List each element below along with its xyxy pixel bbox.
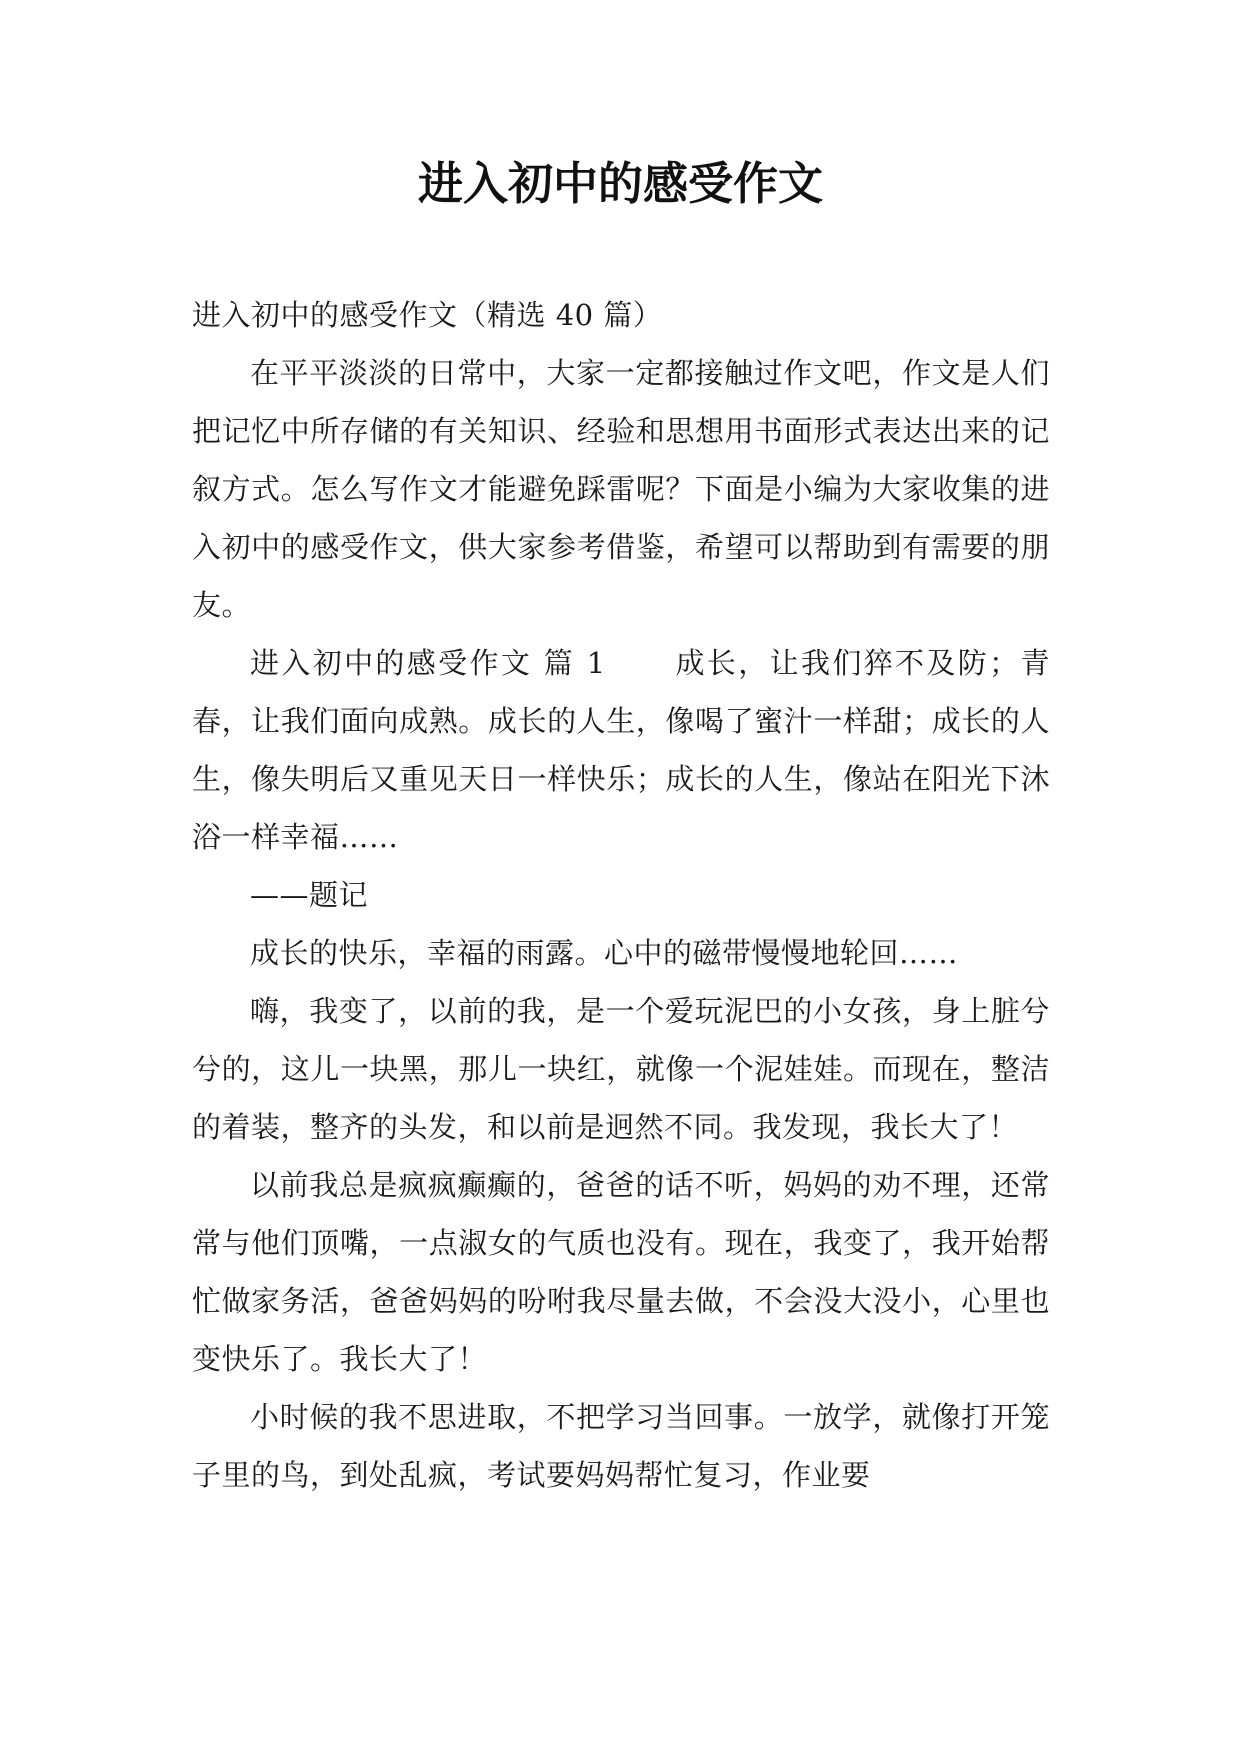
intro-paragraph: 在平平淡淡的日常中，大家一定都接触过作文吧，作文是人们把记忆中所存储的有关知识、经验和思想用书面形式表达出来的记叙方式。怎么写作文才能避免踩雷呢？下面是小编为大家收集的进入初中的感受作文，供大家参考借鉴，希望可以帮助到有需要的朋友。: [192, 356, 1050, 622]
epigraph: ——题记: [250, 878, 369, 912]
essay-1-paragraph: 小时候的我不思进取，不把学习当回事。一放学，就像打开笼子里的鸟，到处乱疯，考试要妈妈帮忙复习，作业要: [192, 1400, 1050, 1492]
document-subtitle: 进入初中的感受作文（精选 40 篇）: [192, 298, 663, 332]
document-title: 进入初中的感受作文: [417, 157, 823, 210]
essay-1-paragraph: 成长的快乐，幸福的雨露。心中的磁带慢慢地轮回……: [250, 936, 959, 970]
essay-1-paragraph: 嗨，我变了，以前的我，是一个爱玩泥巴的小女孩，身上脏兮兮的，这儿一块黑，那儿一块红，就像一个泥娃娃。而现在，整洁的着装，整齐的头发，和以前是迥然不同。我发现，我长大了！: [192, 994, 1050, 1144]
essay-1-paragraph: 以前我总是疯疯癫癫的，爸爸的话不听，妈妈的劝不理，还常常与他们顶嘴，一点淑女的气质也没有。现在，我变了，我开始帮忙做家务活，爸爸妈妈的吩咐我尽量去做，不会没大没小，心里也变快乐了。我长大了！: [192, 1168, 1050, 1376]
document-body: [192, 286, 1050, 1504]
essay-1-opening-paragraph: [192, 634, 1050, 866]
essay-1-heading: 进入初中的感受作文 篇 1: [250, 646, 606, 680]
essay-1-opening: 成长，让我们猝不及防；青春，让我们面向成熟。成长的人生，像喝了蜜汁一样甜；成长的人生，像失明后又重见天日一样快乐；成长的人生，像站在阳光下沐浴一样幸福……: [192, 646, 1050, 854]
